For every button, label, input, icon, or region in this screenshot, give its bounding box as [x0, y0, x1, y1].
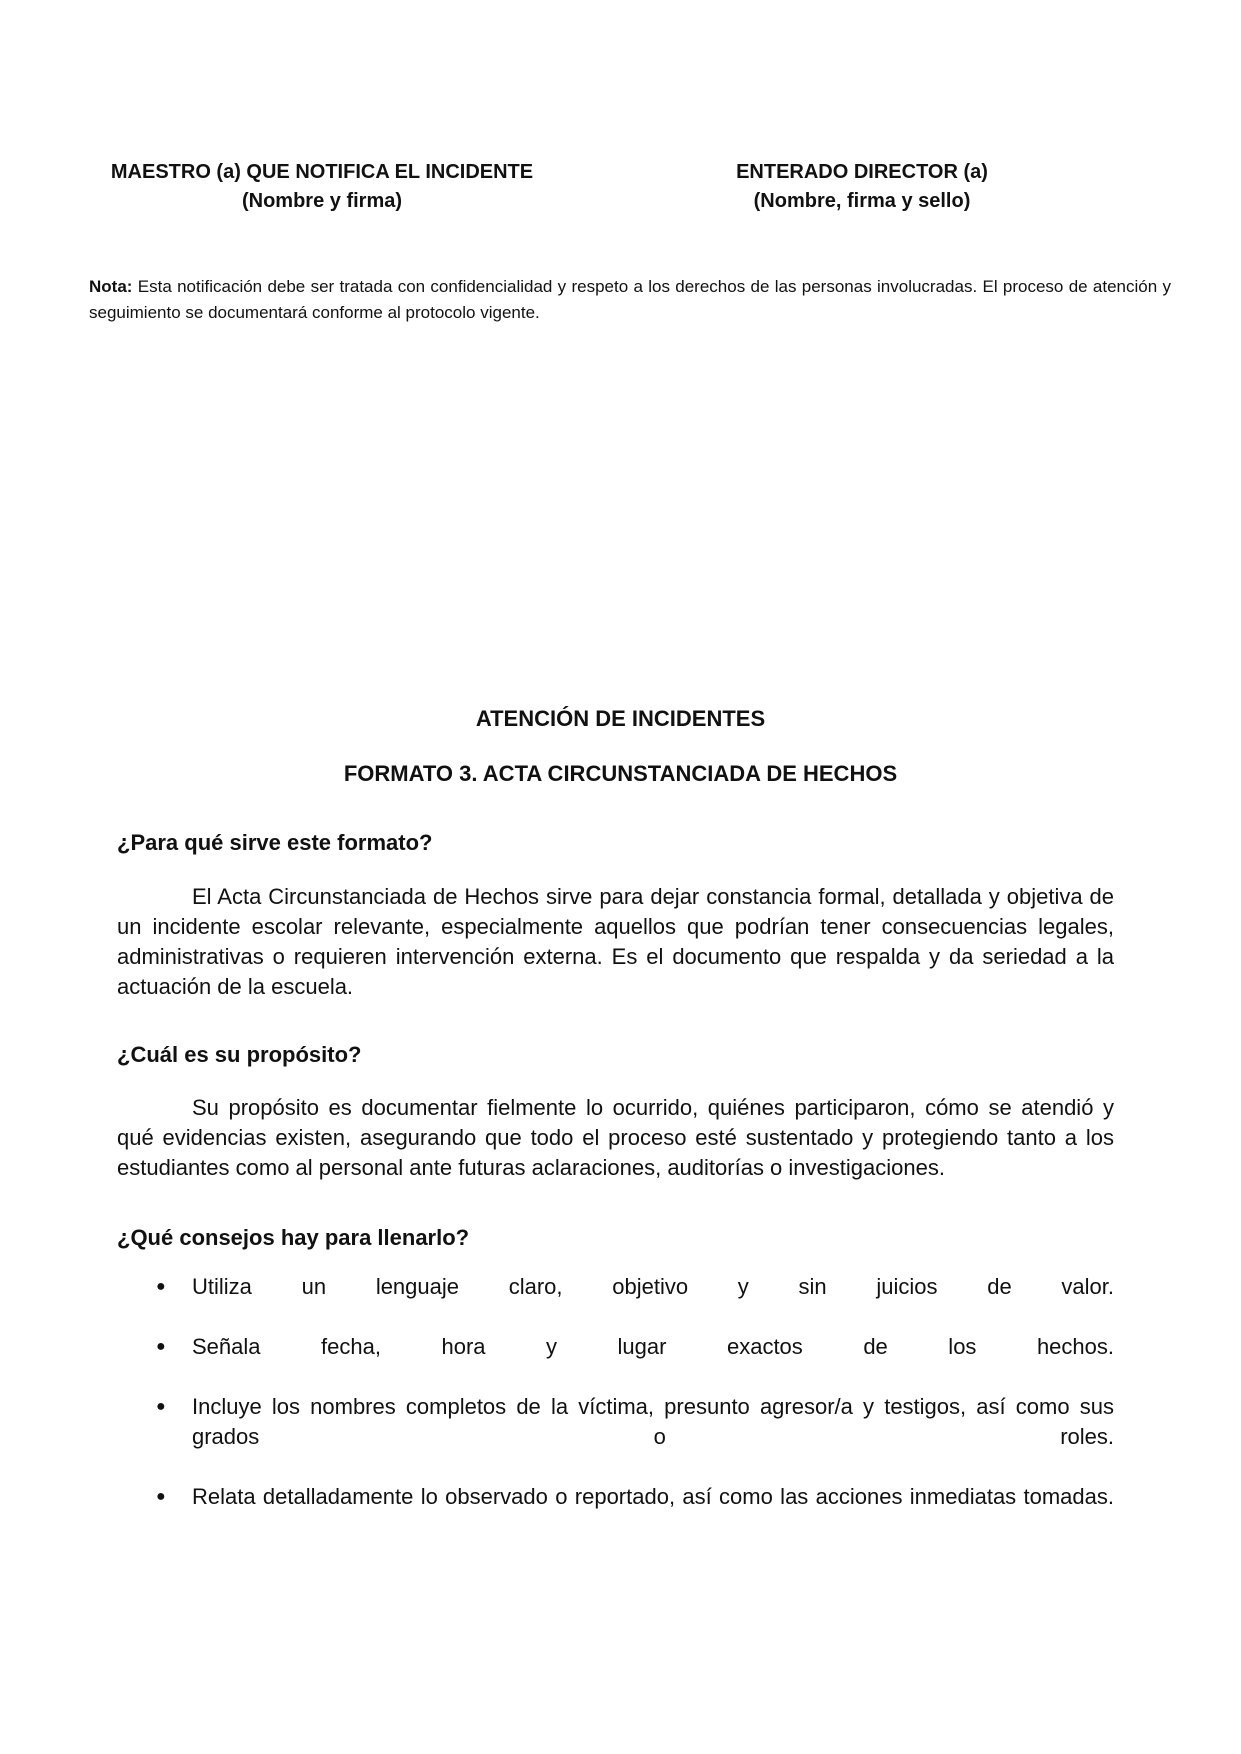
section-answer-objective: Su propósito es documentar fielmente lo ocurrido, quiénes participaron, cómo se atendió y qué evidencias existen, asegurando que todo el proceso esté sustentado y protegiendo tanto a los estudiantes como al personal ante futuras aclaraciones, auditorías o investigaciones. — [117, 1095, 1114, 1180]
list-item — [117, 1332, 1114, 1362]
teacher-signature-title: MAESTRO (a) QUE NOTIFICA EL INCIDENTE — [110, 161, 534, 183]
bullet-icon: ● — [156, 1338, 166, 1355]
director-signature-block — [662, 158, 1062, 216]
tip-text: Utiliza un lenguaje claro, objetivo y sin juicios de valor. — [192, 1274, 1114, 1299]
note-label: Nota: — [89, 277, 133, 296]
format-subtitle: FORMATO 3. ACTA CIRCUNSTANCIADA DE HECHOS — [343, 761, 898, 786]
tip-text: Relata detalladamente lo observado o reportado, así como las acciones inmediatas tomadas. — [192, 1484, 1114, 1509]
director-signature-title: ENTERADO DIRECTOR (a) — [736, 161, 988, 183]
teacher-signature-subtitle: (Nombre y firma) — [241, 190, 403, 212]
tip-text: Incluye los nombres completos de la víctima, presunto agresor/a y testigos, así como sus grados o roles. — [192, 1394, 1114, 1449]
list-item — [117, 1272, 1114, 1302]
section-question-objective: ¿Cuál es su propósito? — [117, 1042, 362, 1067]
section-question-purpose-use: ¿Para qué sirve este formato? — [117, 830, 433, 855]
list-item — [117, 1482, 1114, 1512]
tips-list — [117, 1272, 1114, 1542]
page-title: ATENCIÓN DE INCIDENTES — [475, 706, 766, 731]
bullet-icon: ● — [156, 1278, 166, 1295]
bullet-icon: ● — [156, 1398, 166, 1415]
note-text: Esta notificación debe ser tratada con confidencialidad y respeto a los derechos de las personas involucradas. El proceso de atención y seguimiento se documentará conforme al protocolo vigente. — [89, 277, 1171, 322]
list-item — [117, 1392, 1114, 1452]
teacher-signature-block — [82, 158, 562, 216]
director-signature-subtitle: (Nombre, firma y sello) — [753, 190, 971, 212]
tip-text: Señala fecha, hora y lugar exactos de los hechos. — [192, 1334, 1114, 1359]
section-answer-purpose-use: El Acta Circunstanciada de Hechos sirve para dejar constancia formal, detallada y objetiva de un incidente escolar relevante, especialmente aquellos que podrían tener consecuencias legales, administrativas o requieren intervención externa. Es el documento que respalda y da seriedad a la actuación de la escuela. — [117, 884, 1114, 999]
bullet-icon: ● — [156, 1488, 166, 1505]
section-question-tips: ¿Qué consejos hay para llenarlo? — [117, 1225, 470, 1250]
confidentiality-note — [89, 274, 1171, 326]
